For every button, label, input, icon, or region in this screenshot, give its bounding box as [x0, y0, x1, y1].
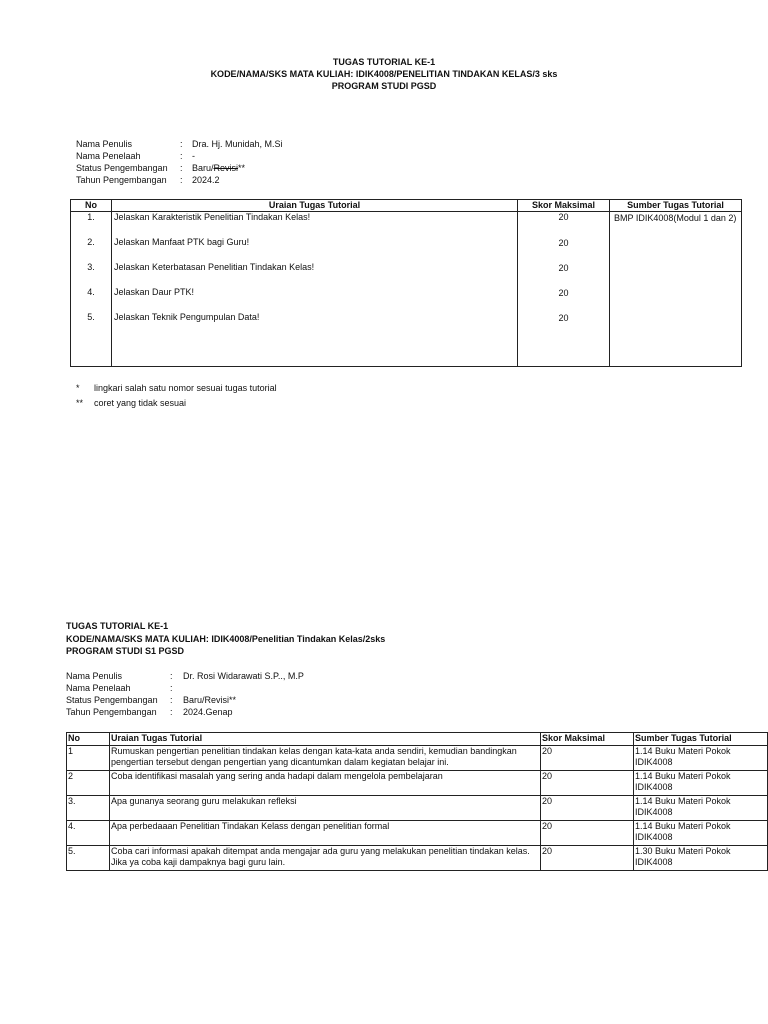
meta-row: [66, 694, 304, 706]
meta-key: Nama Penulis: [76, 139, 133, 149]
meta-value: -: [192, 151, 195, 161]
note-text: coret yang tidak sesuai: [94, 398, 187, 408]
row-score: 20: [541, 846, 634, 871]
meta-row: [76, 150, 283, 162]
row-score: 20: [558, 212, 569, 222]
task-column: [112, 212, 518, 367]
row-task: Jelaskan Teknik Pengumpulan Data!: [114, 312, 260, 322]
row-score: 20: [558, 263, 569, 273]
meta-value: 2024.2: [192, 175, 220, 185]
meta-key: Nama Penelaah: [76, 151, 141, 161]
row-task: Rumuskan pengertian penelitian tindakan kelas dengan kata-kata anda sendiri, kemudian bandingkan pengertian tersebut dengan pengertian yang dicantumkan dalam kegiatan belajar ini.: [110, 746, 541, 771]
meta-key: Nama Penulis: [66, 671, 123, 681]
meta-value: 2024.Genap: [183, 707, 233, 717]
meta-key: Tahun Pengembangan: [66, 707, 157, 717]
col-header-score: Skor Maksimal: [541, 733, 634, 746]
section2-header: [66, 620, 385, 658]
row-no: 2: [67, 771, 110, 796]
section1-program: PROGRAM STUDI PGSD: [331, 81, 437, 91]
row-task: Coba cari informasi apakah ditempat anda mengajar ada guru yang melakukan penelitian tindakan kelas. Jika ya coba kaji dampaknya bagi guru lain.: [110, 846, 541, 871]
row-score: 20: [541, 821, 634, 846]
note-mark: *: [76, 383, 80, 393]
row-task: Apa gunanya seorang guru melakukan refleksi: [110, 796, 541, 821]
row-score: 20: [541, 746, 634, 771]
meta-value: Baru/Revisi**: [183, 695, 237, 705]
section2-meta: [66, 670, 304, 718]
meta-value: Dra. Hj. Munidah, M.Si: [192, 139, 283, 149]
meta-value: Dr. Rosi Widarawati S.P.., M.P: [183, 671, 304, 681]
row-source: 1.14 Buku Materi Pokok IDIK4008: [634, 796, 768, 821]
row-no: 3.: [67, 796, 110, 821]
row-no: 5.: [67, 846, 110, 871]
row-source: 1.14 Buku Materi Pokok IDIK4008: [634, 821, 768, 846]
row-no: 1.: [87, 212, 95, 222]
meta-colon: :: [180, 175, 183, 185]
row-score: 20: [541, 771, 634, 796]
meta-value-struck: Revisi: [213, 163, 239, 173]
table-row: [67, 796, 768, 821]
source-cell: BMP IDIK4008(Modul 1 dan 2): [610, 212, 742, 367]
meta-colon: :: [170, 695, 173, 705]
col-header-score: Skor Maksimal: [518, 200, 610, 212]
meta-row: [66, 670, 304, 682]
meta-value-plain: Baru/: [192, 163, 214, 173]
col-header-source: Sumber Tugas Tutorial: [634, 733, 768, 746]
table-header-row: [71, 200, 742, 212]
meta-key: Status Pengembangan: [76, 163, 168, 173]
note-mark: **: [76, 398, 84, 408]
col-header-task: Uraian Tugas Tutorial: [112, 200, 518, 212]
note-text: lingkari salah satu nomor sesuai tugas tutorial: [94, 383, 277, 393]
meta-row: [66, 706, 304, 718]
row-source: 1.14 Buku Materi Pokok IDIK4008: [634, 771, 768, 796]
section1-task-table: [70, 199, 742, 367]
score-column: [518, 212, 610, 367]
row-task: Jelaskan Keterbatasan Penelitian Tindakan Kelas!: [114, 262, 315, 272]
row-score: 20: [541, 796, 634, 821]
row-source: 1.30 Buku Materi Pokok IDIK4008: [634, 846, 768, 871]
meta-value-suffix: **: [238, 163, 246, 173]
meta-colon: :: [180, 163, 183, 173]
row-no: 2.: [87, 237, 95, 247]
meta-colon: :: [180, 151, 183, 161]
section2-program: PROGRAM STUDI S1 PGSD: [66, 646, 185, 656]
section1-meta: [76, 138, 283, 186]
table-body-row: [71, 212, 742, 367]
table-row: [67, 846, 768, 871]
row-task: Jelaskan Daur PTK!: [114, 287, 195, 297]
section1-notes: [76, 381, 277, 411]
meta-colon: :: [180, 139, 183, 149]
table-row: [67, 746, 768, 771]
section2-title: TUGAS TUTORIAL KE-1: [66, 621, 169, 631]
row-task: Apa perbedaaan Penelitian Tindakan Kelass dengan penelitian formal: [110, 821, 541, 846]
table-row: [67, 771, 768, 796]
row-score: 20: [558, 238, 569, 248]
note-row: [76, 381, 277, 396]
meta-key: Nama Penelaah: [66, 683, 131, 693]
meta-row: [66, 682, 304, 694]
meta-key: Tahun Pengembangan: [76, 175, 167, 185]
row-score: 20: [558, 313, 569, 323]
section1-header: [0, 56, 768, 92]
meta-row: [76, 138, 283, 150]
note-row: [76, 396, 277, 411]
section2-task-table: [66, 732, 768, 871]
meta-key: Status Pengembangan: [66, 695, 158, 705]
col-header-source: Sumber Tugas Tutorial: [610, 200, 742, 212]
row-no: 3.: [87, 262, 95, 272]
row-no: 1: [67, 746, 110, 771]
col-header-no: No: [67, 733, 110, 746]
row-no: 4.: [67, 821, 110, 846]
section2-course: KODE/NAMA/SKS MATA KULIAH: IDIK4008/Penelitian Tindakan Kelas/2sks: [66, 633, 386, 644]
col-header-task: Uraian Tugas Tutorial: [110, 733, 541, 746]
no-column: [71, 212, 112, 367]
meta-colon: :: [170, 683, 173, 693]
row-task: Jelaskan Karakteristik Penelitian Tindakan Kelas!: [114, 212, 311, 222]
row-score: 20: [558, 288, 569, 298]
table-header-row: [67, 733, 768, 746]
col-header-no: No: [71, 200, 112, 212]
meta-row: [76, 174, 283, 186]
meta-colon: :: [170, 707, 173, 717]
row-task: Jelaskan Manfaat PTK bagi Guru!: [114, 237, 250, 247]
row-task: Coba identifikasi masalah yang sering anda hadapi dalam mengelola pembelajaran: [110, 771, 541, 796]
row-no: 5.: [87, 312, 95, 322]
row-no: 4.: [87, 287, 95, 297]
meta-row: [76, 162, 283, 174]
row-source: 1.14 Buku Materi Pokok IDIK4008: [634, 746, 768, 771]
meta-colon: :: [170, 671, 173, 681]
table-row: [67, 821, 768, 846]
section1-title: TUGAS TUTORIAL KE-1: [332, 57, 436, 67]
section1-course: KODE/NAMA/SKS MATA KULIAH: IDIK4008/PENELITIAN TINDAKAN KELAS/3 sks: [210, 69, 558, 79]
